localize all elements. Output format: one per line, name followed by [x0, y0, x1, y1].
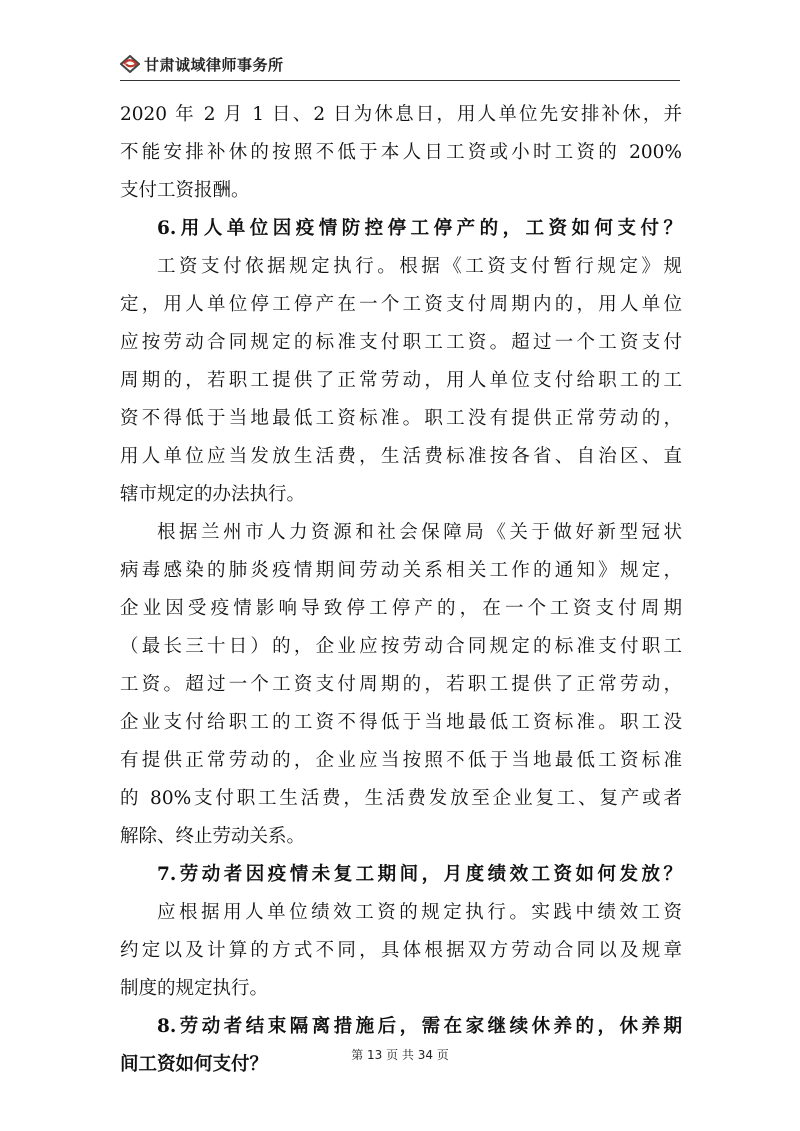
paragraph-line: 病毒感染的肺炎疫情期间劳动关系相关工作的通知》规定，	[120, 560, 682, 581]
paragraph-line: 有提供正常劳动的，企业应当按照不低于当地最低工资标准	[120, 750, 682, 771]
paragraph-line: 应根据用人单位绩效工资的规定执行。实践中绩效工资	[157, 902, 682, 923]
paragraph-line: （最长三十日）的，企业应按劳动合同规定的标准支付职工	[120, 636, 682, 657]
paragraph-line: 周期的，若职工提供了正常劳动，用人单位支付给职工的工	[120, 370, 682, 391]
paragraph-line: 制度的规定执行。	[120, 978, 269, 999]
paragraph-line: 用人单位应当发放生活费，生活费标准按各省、自治区、直	[120, 446, 682, 467]
paragraph-line: 约定以及计算的方式不同，具体根据双方劳动合同以及规章	[120, 940, 682, 961]
section-heading-line: 7.劳动者因疫情未复工期间，月度绩效工资如何发放？	[157, 864, 682, 885]
paragraph-line: 工资支付依据规定执行。根据《工资支付暂行规定》规	[157, 256, 682, 277]
header-divider	[120, 80, 680, 81]
firm-name: 甘肃诚域律师事务所	[144, 56, 284, 74]
page-header	[120, 52, 680, 80]
document-body	[120, 96, 682, 1084]
page-number: 第 13 页 共 34 页	[351, 1048, 449, 1062]
paragraph-line: 应按劳动合同规定的标准支付职工工资。超过一个工资支付	[120, 332, 682, 353]
paragraph-line: 的 80%支付职工生活费，生活费发放至企业复工、复产或者	[120, 788, 682, 809]
section-heading-line: 6.用人单位因疫情防控停工停产的，工资如何支付？	[157, 218, 682, 239]
section-heading-line: 间工资如何支付？	[120, 1054, 269, 1075]
paragraph-line: 资不得低于当地最低工资标准。职工没有提供正常劳动的，	[120, 408, 682, 429]
paragraph-line: 2020 年 2 月 1 日、2 日为休息日，用人单位先安排补休，并	[120, 104, 682, 125]
paragraph-line: 解除、终止劳动关系。	[120, 826, 306, 847]
paragraph-line: 企业支付给职工的工资不得低于当地最低工资标准。职工没	[120, 712, 682, 733]
paragraph-line: 定，用人单位停工停产在一个工资支付周期内的，用人单位	[120, 294, 682, 315]
paragraph-line: 工资。超过一个工资支付周期的，若职工提供了正常劳动，	[120, 674, 682, 695]
paragraph-line: 不能安排补休的按照不低于本人日工资或小时工资的 200%	[120, 142, 682, 163]
paragraph-line: 根据兰州市人力资源和社会保障局《关于做好新型冠状	[157, 522, 682, 543]
paragraph-line: 支付工资报酬。	[120, 180, 250, 201]
paragraph-line: 辖市规定的办法执行。	[120, 484, 306, 505]
firm-logo-icon	[120, 55, 140, 73]
paragraph-line: 企业因受疫情影响导致停工停产的，在一个工资支付周期	[120, 598, 682, 619]
section-heading-line: 8.劳动者结束隔离措施后，需在家继续休养的，休养期	[157, 1016, 682, 1037]
